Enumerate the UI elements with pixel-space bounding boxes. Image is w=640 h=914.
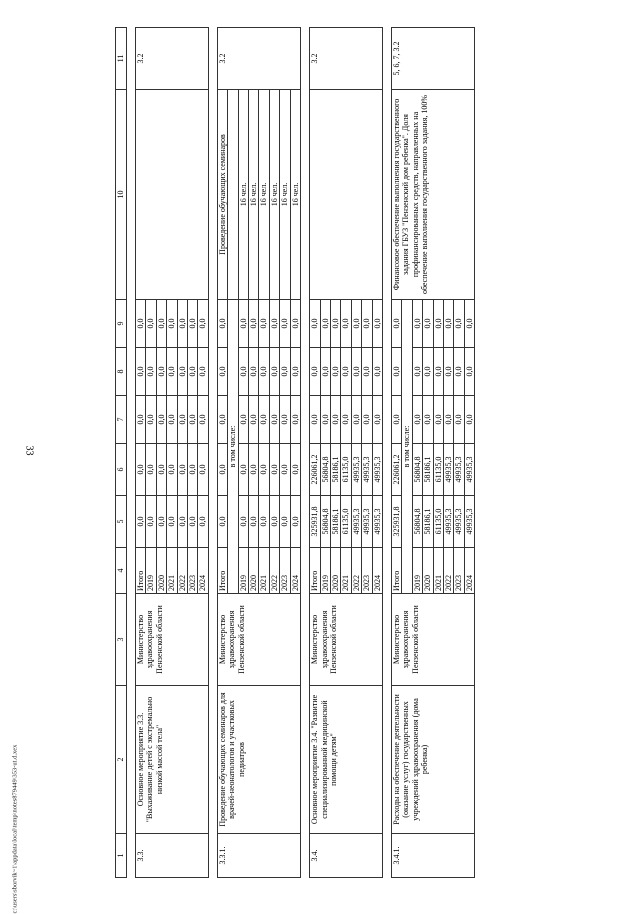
value-cell: 61135,0 xyxy=(341,496,351,548)
indicator-value xyxy=(228,90,238,300)
executor: Министерство здравоохранения Пензенской области xyxy=(391,594,474,686)
value-cell: 0,0 xyxy=(464,300,474,348)
value-cell: 49935,3 xyxy=(464,496,474,548)
value-cell: 0,0 xyxy=(433,300,443,348)
value-cell: 0,0 xyxy=(362,396,372,444)
value-cell: 0,0 xyxy=(259,444,269,496)
value-cell: 0,0 xyxy=(372,396,382,444)
value-cell: 0,0 xyxy=(177,348,187,396)
value-cell: 0,0 xyxy=(136,444,146,496)
value-cell: 0,0 xyxy=(249,396,259,444)
value-cell: 0,0 xyxy=(412,396,422,444)
value-cell: 0,0 xyxy=(198,300,208,348)
value-cell: 0,0 xyxy=(146,496,156,548)
spacer-cell xyxy=(208,28,217,878)
measure-name: Основное мероприятие 3.4. "Развитие специализированной медицинской помощи детям" xyxy=(310,686,383,834)
value-cell: 226061,2 xyxy=(310,444,320,496)
value-cell: 0,0 xyxy=(423,348,433,396)
value-cell: 0,0 xyxy=(280,300,290,348)
header-cell: 11 xyxy=(116,28,127,90)
value-cell: 0,0 xyxy=(177,444,187,496)
value-cell: 61135,0 xyxy=(433,444,443,496)
value-cell: 0,0 xyxy=(280,444,290,496)
value-cell: 0,0 xyxy=(156,396,166,444)
value-cell: 226061,2 xyxy=(391,444,401,496)
period-cell: 2024 xyxy=(372,548,382,594)
period-cell: 2024 xyxy=(290,548,300,594)
measure-name: Проведение обучающих семинаров для врачей-неонатологов и участковых педиатров xyxy=(217,686,300,834)
value-cell: 0,0 xyxy=(341,396,351,444)
header-cell: 6 xyxy=(116,444,127,496)
value-cell: 0,0 xyxy=(341,300,351,348)
header-cell: 7 xyxy=(116,396,127,444)
period-cell: 2020 xyxy=(330,548,340,594)
period-cell: Итого xyxy=(310,548,320,594)
value-cell: 0,0 xyxy=(423,396,433,444)
value-cell: 0,0 xyxy=(280,348,290,396)
value-cell: 0,0 xyxy=(454,396,464,444)
value-cell: 325931,8 xyxy=(310,496,320,548)
section-spacer xyxy=(301,28,310,878)
value-cell: 0,0 xyxy=(136,300,146,348)
value-cell: 0,0 xyxy=(249,300,259,348)
value-cell: 0,0 xyxy=(259,396,269,444)
section-spacer xyxy=(127,28,136,878)
value-cell: 0,0 xyxy=(320,300,330,348)
header-cell: 9 xyxy=(116,300,127,348)
executor: Министерство здравоохранения Пензенской области xyxy=(310,594,383,686)
indicator-value: 16 чел. xyxy=(280,90,290,300)
value-cell: 58186,1 xyxy=(330,444,340,496)
period-cell: 2019 xyxy=(238,548,248,594)
value-cell: 0,0 xyxy=(391,348,401,396)
value-cell: 0,0 xyxy=(443,348,453,396)
indicator-value: 16 чел. xyxy=(269,90,279,300)
value-cell: 0,0 xyxy=(146,396,156,444)
value-cell: 58186,1 xyxy=(330,496,340,548)
measure-name: Расходы на обеспечение деятельности (оказание услуг) государственных учреждений здравоохранения (дома ребенка) xyxy=(391,686,474,834)
value-cell: 0,0 xyxy=(167,396,177,444)
header-cell: 5 xyxy=(116,496,127,548)
value-cell: 0,0 xyxy=(188,396,198,444)
header-cell: 1 xyxy=(116,834,127,878)
spacer-cell xyxy=(301,28,310,878)
value-cell: 61135,0 xyxy=(433,496,443,548)
period-cell: Итого xyxy=(391,548,401,594)
value-cell: 0,0 xyxy=(136,396,146,444)
value-cell: 0,0 xyxy=(443,300,453,348)
value-cell: 0,0 xyxy=(238,496,248,548)
value-cell: 0,0 xyxy=(310,396,320,444)
value-cell: 0,0 xyxy=(290,444,300,496)
period-cell: 2023 xyxy=(188,548,198,594)
period-cell: 2022 xyxy=(443,548,453,594)
value-cell: 0,0 xyxy=(330,300,340,348)
value-cell: 0,0 xyxy=(177,496,187,548)
row-number: 3.4.1. xyxy=(391,834,474,878)
value-cell: 49935,3 xyxy=(351,444,361,496)
column-11: 5, 6, 7, 3.2 xyxy=(391,28,474,90)
header-cell: 3 xyxy=(116,594,127,686)
value-cell: 0,0 xyxy=(177,396,187,444)
executor: Министерство здравоохранения Пензенской области xyxy=(136,594,209,686)
value-cell: 0,0 xyxy=(290,348,300,396)
value-cell: 0,0 xyxy=(238,444,248,496)
value-cell: 0,0 xyxy=(249,496,259,548)
value-cell: 58186,1 xyxy=(423,496,433,548)
column-11: 3.2 xyxy=(310,28,383,90)
row-number: 3.3.1. xyxy=(217,834,300,878)
value-cell: 0,0 xyxy=(217,396,227,444)
value-cell: 0,0 xyxy=(167,300,177,348)
header-cell: 4 xyxy=(116,548,127,594)
row-number: 3.3. xyxy=(136,834,209,878)
period-cell: 2021 xyxy=(341,548,351,594)
period-cell: 2023 xyxy=(454,548,464,594)
value-cell: 325931,8 xyxy=(391,496,401,548)
value-cell: 0,0 xyxy=(188,444,198,496)
value-cell: 49935,3 xyxy=(362,496,372,548)
indicator-value: 16 чел. xyxy=(249,90,259,300)
value-cell: 0,0 xyxy=(372,348,382,396)
value-cell: 0,0 xyxy=(362,348,372,396)
value-cell: 0,0 xyxy=(177,300,187,348)
period-cell: 2020 xyxy=(156,548,166,594)
value-cell: 0,0 xyxy=(259,300,269,348)
indicator xyxy=(136,90,209,300)
value-cell: 0,0 xyxy=(167,444,177,496)
value-cell: 0,0 xyxy=(464,348,474,396)
value-cell: 0,0 xyxy=(217,300,227,348)
value-cell: 0,0 xyxy=(217,348,227,396)
value-cell: 0,0 xyxy=(464,396,474,444)
value-cell: 0,0 xyxy=(290,396,300,444)
spacer-cell xyxy=(382,28,391,878)
value-cell: 0,0 xyxy=(259,496,269,548)
footer-path: c:\users\sborvik~1\appdata\local\temp\notes879449\353-ut.d.xex xyxy=(11,744,19,914)
value-cell: 0,0 xyxy=(238,300,248,348)
period-cell: 2020 xyxy=(423,548,433,594)
value-cell: 0,0 xyxy=(198,348,208,396)
value-cell: 0,0 xyxy=(188,348,198,396)
value-cell: 0,0 xyxy=(146,348,156,396)
period-cell: 2022 xyxy=(351,548,361,594)
value-cell: 0,0 xyxy=(259,348,269,396)
value-cell: 0,0 xyxy=(280,396,290,444)
value-cell: 0,0 xyxy=(423,300,433,348)
executor: Министерство здравоохранения Пензенской области xyxy=(217,594,300,686)
value-cell: 0,0 xyxy=(269,396,279,444)
value-cell: 0,0 xyxy=(217,496,227,548)
header-cell: 2 xyxy=(116,686,127,834)
value-cell: 0,0 xyxy=(188,496,198,548)
value-cell: 56804,8 xyxy=(320,496,330,548)
value-cell: 0,0 xyxy=(188,300,198,348)
value-cell: 0,0 xyxy=(391,300,401,348)
period-cell: 2022 xyxy=(269,548,279,594)
value-cell: 0,0 xyxy=(454,348,464,396)
value-cell: 0,0 xyxy=(330,396,340,444)
value-cell: 0,0 xyxy=(269,444,279,496)
indicator-value: 16 чел. xyxy=(238,90,248,300)
value-cell: 0,0 xyxy=(156,300,166,348)
value-cell: 0,0 xyxy=(249,444,259,496)
value-cell: 0,0 xyxy=(156,444,166,496)
period-cell: 2024 xyxy=(198,548,208,594)
value-cell: 0,0 xyxy=(156,348,166,396)
value-cell: 0,0 xyxy=(310,348,320,396)
table-row xyxy=(310,28,320,878)
value-cell: 0,0 xyxy=(330,348,340,396)
value-cell: 56804,8 xyxy=(412,496,422,548)
table-row xyxy=(391,28,401,878)
value-cell: 49935,3 xyxy=(372,444,382,496)
program-table xyxy=(115,27,475,878)
header-row xyxy=(116,28,127,878)
value-cell: 0,0 xyxy=(238,396,248,444)
value-cell: 0,0 xyxy=(146,300,156,348)
period-cell: 2024 xyxy=(464,548,474,594)
period-cell: 2023 xyxy=(362,548,372,594)
period-cell: Итого xyxy=(136,548,146,594)
value-cell: 56804,8 xyxy=(412,444,422,496)
rotated-table-container xyxy=(115,28,640,878)
column-11: 3.2 xyxy=(136,28,209,90)
value-cell: 0,0 xyxy=(320,396,330,444)
value-cell: 0,0 xyxy=(198,496,208,548)
value-cell: 0,0 xyxy=(198,444,208,496)
value-cell: 0,0 xyxy=(362,300,372,348)
value-cell: 49935,3 xyxy=(454,444,464,496)
indicator-value: 16 чел. xyxy=(259,90,269,300)
value-cell: 0,0 xyxy=(341,348,351,396)
value-cell: 0,0 xyxy=(351,300,361,348)
value-cell: 0,0 xyxy=(290,496,300,548)
indicator: Проведение обучающих семинаров xyxy=(217,90,227,300)
period-cell: 2019 xyxy=(320,548,330,594)
value-cell: 0,0 xyxy=(433,396,443,444)
value-cell: 0,0 xyxy=(351,396,361,444)
value-cell: 0,0 xyxy=(269,496,279,548)
value-cell: 0,0 xyxy=(443,396,453,444)
value-cell: 0,0 xyxy=(412,300,422,348)
subtitle: в том числе: xyxy=(402,300,412,594)
spacer-cell xyxy=(127,28,136,878)
value-cell: 0,0 xyxy=(167,348,177,396)
value-cell: 0,0 xyxy=(136,348,146,396)
period-cell: 2019 xyxy=(412,548,422,594)
indicator xyxy=(310,90,383,300)
row-number: 3.4. xyxy=(310,834,383,878)
column-11: 3.2 xyxy=(217,28,300,90)
value-cell: 0,0 xyxy=(351,348,361,396)
value-cell: 49935,3 xyxy=(454,496,464,548)
value-cell: 49935,3 xyxy=(443,496,453,548)
indicator: Финансовое обеспечение выполнения государственного задания ГБУЗ "Пензенский дом ребенка". Доля профинансированных средств, направленных на обеспечение выполнения государственного задания, 100% xyxy=(391,90,474,300)
value-cell: 0,0 xyxy=(217,444,227,496)
table-row xyxy=(217,28,227,878)
measure-name: Основное мероприятие 3.3. "Выхаживание детей с экстремально низкой массой тела" xyxy=(136,686,209,834)
value-cell: 0,0 xyxy=(433,348,443,396)
value-cell: 56804,8 xyxy=(320,444,330,496)
value-cell: 0,0 xyxy=(136,496,146,548)
section-spacer xyxy=(208,28,217,878)
value-cell: 0,0 xyxy=(320,348,330,396)
value-cell: 49935,3 xyxy=(443,444,453,496)
value-cell: 0,0 xyxy=(167,496,177,548)
value-cell: 49935,3 xyxy=(351,496,361,548)
period-cell: 2023 xyxy=(280,548,290,594)
header-cell: 10 xyxy=(116,90,127,300)
value-cell: 58186,1 xyxy=(423,444,433,496)
value-cell: 0,0 xyxy=(156,496,166,548)
section-spacer xyxy=(382,28,391,878)
indicator-value: 16 чел. xyxy=(290,90,300,300)
value-cell: 0,0 xyxy=(454,300,464,348)
value-cell: 0,0 xyxy=(146,444,156,496)
value-cell: 61135,0 xyxy=(341,444,351,496)
period-cell: 2019 xyxy=(146,548,156,594)
value-cell: 0,0 xyxy=(290,300,300,348)
period-cell: 2021 xyxy=(433,548,443,594)
value-cell: 49935,3 xyxy=(362,444,372,496)
value-cell: 0,0 xyxy=(269,300,279,348)
period-cell: 2021 xyxy=(259,548,269,594)
value-cell: 0,0 xyxy=(372,300,382,348)
value-cell: 0,0 xyxy=(310,300,320,348)
value-cell: 0,0 xyxy=(412,348,422,396)
value-cell: 49935,3 xyxy=(372,496,382,548)
value-cell: 0,0 xyxy=(249,348,259,396)
subtitle: в том числе: xyxy=(228,300,238,594)
period-cell: 2020 xyxy=(249,548,259,594)
value-cell: 0,0 xyxy=(238,348,248,396)
value-cell: 49935,3 xyxy=(464,444,474,496)
period-cell: 2022 xyxy=(177,548,187,594)
value-cell: 0,0 xyxy=(280,496,290,548)
value-cell: 0,0 xyxy=(391,396,401,444)
period-cell: Итого xyxy=(217,548,227,594)
period-cell: 2021 xyxy=(167,548,177,594)
value-cell: 0,0 xyxy=(269,348,279,396)
value-cell: 0,0 xyxy=(198,396,208,444)
table-row xyxy=(136,28,146,878)
page-number: 33 xyxy=(23,445,35,456)
header-cell: 8 xyxy=(116,348,127,396)
